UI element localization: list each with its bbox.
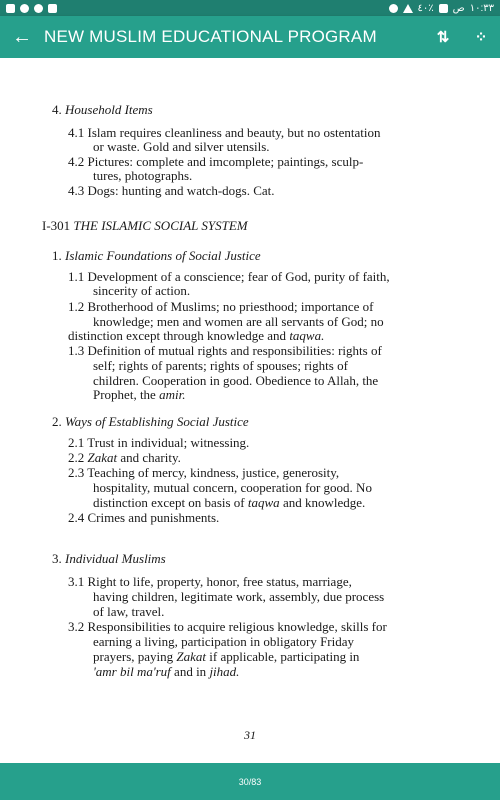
list-item: 3.2 Responsibilities to acquire religious knowledge, skills for bbox=[68, 619, 387, 634]
document-page[interactable] bbox=[0, 58, 500, 763]
page-indicator: 30/83 bbox=[238, 776, 262, 787]
battery-percent: ٤٠٪ bbox=[417, 2, 434, 14]
list-item: of law, travel. bbox=[93, 604, 165, 619]
status-bar bbox=[0, 0, 500, 16]
app-title: NEW MUSLIM EDUCATIONAL PROGRAM bbox=[44, 27, 377, 46]
list-item: prayers, paying Zakat if applicable, participating in bbox=[93, 649, 360, 664]
list-item: 3.1 Right to life, property, honor, free status, marriage, bbox=[68, 574, 352, 589]
list-item: 2.1 Trust in individual; witnessing. bbox=[68, 435, 250, 450]
grid-icon[interactable]: ⁘ bbox=[474, 29, 488, 46]
section-title: I-301 THE ISLAMIC SOCIAL SYSTEM bbox=[42, 218, 248, 233]
section-2-heading: 2. Ways of Establishing Social Justice bbox=[52, 414, 249, 429]
signal-icon bbox=[403, 4, 413, 13]
am-pm: ص bbox=[452, 2, 465, 14]
list-item: 1.3 Definition of mutual rights and responsibilities: rights of bbox=[68, 343, 382, 358]
list-item: knowledge; men and women are all servants of God; no bbox=[93, 314, 384, 329]
status-right bbox=[389, 3, 494, 14]
list-item: having children, legitimate work, assembly, due process bbox=[93, 589, 385, 604]
list-item: 2.3 Teaching of mercy, kindness, justice, generosity, bbox=[68, 465, 340, 480]
section-1-heading: 1. Islamic Foundations of Social Justice bbox=[52, 248, 261, 263]
list-item: 4.2 Pictures: complete and imcomplete; paintings, sculp- bbox=[68, 154, 364, 169]
list-item: or waste. Gold and silver utensils. bbox=[93, 139, 270, 154]
swap-icon[interactable]: ⇅ bbox=[436, 29, 450, 46]
battery-icon bbox=[439, 4, 448, 13]
list-item: 1.1 Development of a conscience; fear of God, purity of faith, bbox=[68, 269, 390, 284]
list-item: 4.3 Dogs: hunting and watch-dogs. Cat. bbox=[68, 183, 275, 198]
status-left-icons bbox=[6, 4, 57, 13]
list-item: tures, photographs. bbox=[93, 168, 193, 183]
list-item: 1.2 Brotherhood of Muslims; no priesthood; importance of bbox=[68, 299, 374, 314]
list-item: distinction except through knowledge and taqwa. bbox=[68, 328, 325, 343]
list-item: 4.1 Islam requires cleanliness and beauty, but no ostentation bbox=[68, 125, 381, 140]
section-4-heading: 4. Household Items bbox=[52, 102, 153, 117]
notification-icon bbox=[48, 4, 57, 13]
back-arrow-icon[interactable]: ← bbox=[12, 25, 32, 48]
app-bar bbox=[0, 16, 500, 58]
list-item: children. Cooperation in good. Obedience to Allah, the bbox=[93, 373, 379, 388]
list-item: distinction except on basis of taqwa and knowledge. bbox=[93, 495, 366, 510]
page-number: 31 bbox=[244, 728, 256, 742]
list-item: 2.4 Crimes and punishments. bbox=[68, 510, 220, 525]
list-item: sincerity of action. bbox=[93, 283, 191, 298]
list-item: hospitality, mutual concern, cooperation for good. No bbox=[93, 480, 372, 495]
cloud-icon bbox=[20, 4, 29, 13]
page-indicator-bar bbox=[0, 763, 500, 800]
whatsapp-icon bbox=[34, 4, 43, 13]
wifi-icon bbox=[389, 4, 398, 13]
list-item: 'amr bil ma'ruf and in jihad. bbox=[93, 664, 240, 679]
list-item: Prophet, the amir. bbox=[93, 387, 186, 402]
clock: ١٠:٣٣ bbox=[469, 2, 494, 14]
list-item: self; rights of parents; rights of spouses; rights of bbox=[93, 358, 348, 373]
image-icon bbox=[6, 4, 15, 13]
section-3-heading: 3. Individual Muslims bbox=[52, 551, 166, 566]
list-item: 2.2 Zakat and charity. bbox=[68, 450, 181, 465]
list-item: earning a living, participation in obligatory Friday bbox=[93, 634, 355, 649]
